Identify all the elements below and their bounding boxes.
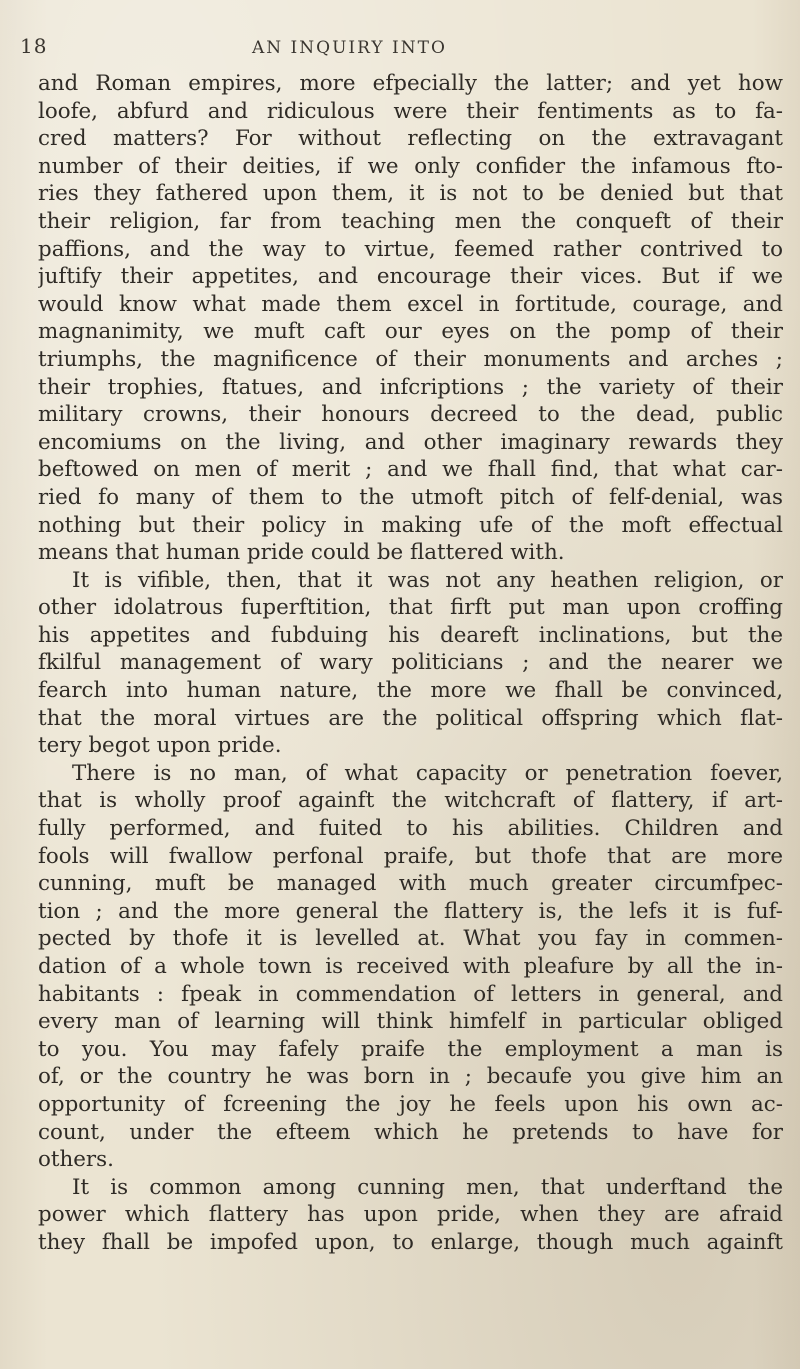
text-line: count, under the efteem which he pretends to have for (38, 1119, 783, 1145)
text-line: others. (38, 1147, 114, 1173)
text-line: and Roman empires, more efpecially the latter; and yet how (38, 71, 783, 96)
text-line: opportunity of fcreening the joy he feels upon his own ac- (38, 1091, 783, 1117)
body-text (38, 70, 783, 1257)
text-line: pected by thofe it is levelled at. What you fay in commen- (38, 926, 783, 952)
text-line: dation of a whole town is received with pleafure by all the in- (38, 954, 783, 979)
text-line: It is vifible, then, that it was not any heathen religion, or (72, 567, 783, 593)
text-line: their trophies, ftatues, and infcriptions ; the variety of their (38, 374, 783, 400)
text-line: of, or the country he was born in ; becaufe you give him an (38, 1064, 783, 1090)
text-line: to you. You may fafely praife the employment a man is (38, 1036, 783, 1062)
page-header (20, 30, 780, 64)
text-line: fully performed, and fuited to his abilities. Children and (38, 816, 783, 842)
text-line: that the moral virtues are the political offspring which flat- (38, 705, 783, 731)
text-line: cunning, muft be managed with much greater circumfpec- (38, 871, 783, 897)
text-line: fools will fwallow perfonal praife, but thofe that are more (38, 843, 783, 869)
text-line: It is common among cunning men, that underftand the (72, 1174, 783, 1200)
text-line: beftowed on men of merit ; and we fhall find, that what car- (38, 457, 783, 483)
text-line: number of their deities, if we only confider the infamous fto- (38, 153, 783, 179)
text-line: ried fo many of them to the utmoft pitch of felf-denial, was (38, 484, 783, 510)
text-line: means that human pride could be flattered with. (38, 540, 565, 566)
text-line: other idolatrous fuperftition, that firft put man upon croffing (38, 595, 783, 621)
text-line: fearch into human nature, the more we fhall be convinced, (38, 678, 783, 704)
text-line: tery begot upon pride. (38, 733, 282, 759)
text-line: military crowns, their honours decreed to the dead, public (38, 402, 783, 428)
text-line: would know what made them excel in fortitude, courage, and (38, 291, 783, 317)
text-line: they fhall be impofed upon, to enlarge, though much againft (38, 1229, 783, 1255)
text-line: nothing but their policy in making ufe of the moft effectual (38, 512, 783, 538)
text-line: magnanimity, we muft caft our eyes on the pomp of their (38, 319, 783, 345)
text-line: loofe, abfurd and ridiculous were their fentiments as to fa- (38, 98, 783, 124)
text-line: his appetites and fubduing his deareft inclinations, but the (38, 622, 783, 648)
text-line: power which flattery has upon pride, when they are afraid (38, 1202, 783, 1228)
text-line: their religion, far from teaching men the conqueft of their (38, 208, 783, 234)
text-line: ries they fathered upon them, it is not to be denied but that (38, 181, 783, 207)
page-number: 18 (20, 34, 48, 58)
text-line: paffions, and the way to virtue, feemed rather contrived to (38, 236, 783, 262)
running-head: AN INQUIRY INTO (252, 38, 447, 58)
text-line: There is no man, of what capacity or penetration foever, (72, 760, 783, 786)
text-line: fkilful management of wary politicians ; and the nearer we (38, 650, 783, 676)
text-line: tion ; and the more general the flattery is, the lefs it is fuf- (38, 898, 783, 924)
text-line: that is wholly proof againft the witchcraft of flattery, if art- (38, 788, 783, 814)
text-line: cred matters? For without reflecting on the extravagant (38, 126, 783, 152)
text-line: every man of learning will think himfelf in particular obliged (38, 1009, 783, 1035)
text-line: encomiums on the living, and other imaginary rewards they (38, 429, 783, 455)
text-line: triumphs, the magnificence of their monuments and arches ; (38, 346, 783, 372)
text-line: juftify their appetites, and encourage their vices. But if we (38, 264, 783, 290)
text-line: habitants : fpeak in commendation of letters in general, and (38, 981, 783, 1007)
